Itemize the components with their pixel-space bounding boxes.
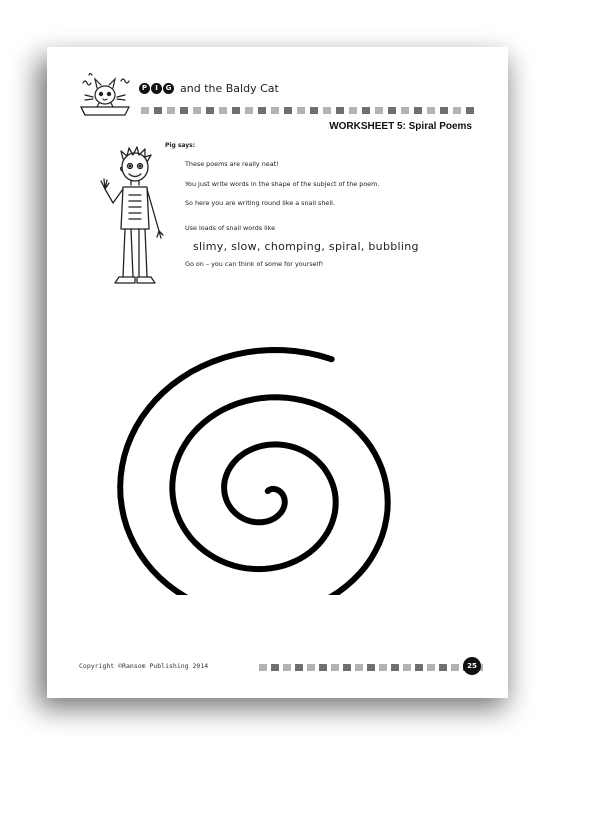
divider-dash: [466, 107, 474, 114]
page-number-badge: 25: [463, 657, 481, 675]
divider-dash: [343, 664, 351, 671]
divider-dash: [414, 107, 422, 114]
divider-dash: [310, 107, 318, 114]
divider-dash: [271, 107, 279, 114]
divider-dash: [297, 107, 305, 114]
instruction-line: So here you are writing round like a snail shell.: [185, 199, 335, 207]
divider-dash: [331, 664, 339, 671]
divider-dash: [307, 664, 315, 671]
pig-says-label: Pig says:: [165, 142, 196, 149]
worksheet-title: WORKSHEET 5: Spiral Poems: [329, 121, 472, 132]
instruction-line: Use loads of snail words like: [185, 224, 276, 232]
divider-dash: [154, 107, 162, 114]
divider-dash: [180, 107, 188, 114]
badge-letter: I: [151, 83, 162, 94]
divider-dash: [362, 107, 370, 114]
instruction-line: You just write words in the shape of the subject of the poem.: [185, 180, 380, 188]
divider-dash: [283, 664, 291, 671]
divider-dash: [284, 107, 292, 114]
divider-dash: [401, 107, 409, 114]
book-title: [139, 77, 279, 99]
top-dash-divider: [141, 107, 474, 114]
cat-in-litter-tray-icon: [75, 69, 135, 121]
divider-dash: [440, 107, 448, 114]
instruction-line: These poems are really neat!: [185, 160, 279, 168]
snail-words-examples: slimy, slow, chomping, spiral, bubbling: [193, 240, 419, 253]
divider-dash: [206, 107, 214, 114]
divider-dash: [336, 107, 344, 114]
divider-dash: [451, 664, 459, 671]
bottom-dash-divider: [259, 664, 483, 671]
divider-dash: [232, 107, 240, 114]
divider-dash: [259, 664, 267, 671]
badge-letter: P: [139, 83, 150, 94]
spiral-drawing: [97, 305, 467, 595]
book-title-text: and the Baldy Cat: [180, 81, 279, 95]
divider-dash: [415, 664, 423, 671]
worksheet-page: [47, 47, 508, 698]
divider-dash: [219, 107, 227, 114]
badge-letter: G: [163, 83, 174, 94]
divider-dash: [388, 107, 396, 114]
divider-dash: [427, 664, 435, 671]
copyright-text: Copyright ©Ransom Publishing 2014: [79, 662, 209, 670]
divider-dash: [295, 664, 303, 671]
divider-dash: [258, 107, 266, 114]
divider-dash: [167, 107, 175, 114]
divider-dash: [403, 664, 411, 671]
divider-dash: [453, 107, 461, 114]
divider-dash: [349, 107, 357, 114]
divider-dash: [319, 664, 327, 671]
divider-dash: [271, 664, 279, 671]
divider-dash: [379, 664, 387, 671]
divider-dash: [439, 664, 447, 671]
divider-dash: [367, 664, 375, 671]
divider-dash: [355, 664, 363, 671]
boy-character-illustration: [97, 145, 167, 293]
divider-dash: [245, 107, 253, 114]
divider-dash: [193, 107, 201, 114]
closing-line: Go on – you can think of some for yourself!: [185, 260, 324, 268]
divider-dash: [391, 664, 399, 671]
divider-dash: [375, 107, 383, 114]
divider-dash: [323, 107, 331, 114]
divider-dash: [427, 107, 435, 114]
pig-logo-badge: [139, 83, 174, 94]
divider-dash: [141, 107, 149, 114]
